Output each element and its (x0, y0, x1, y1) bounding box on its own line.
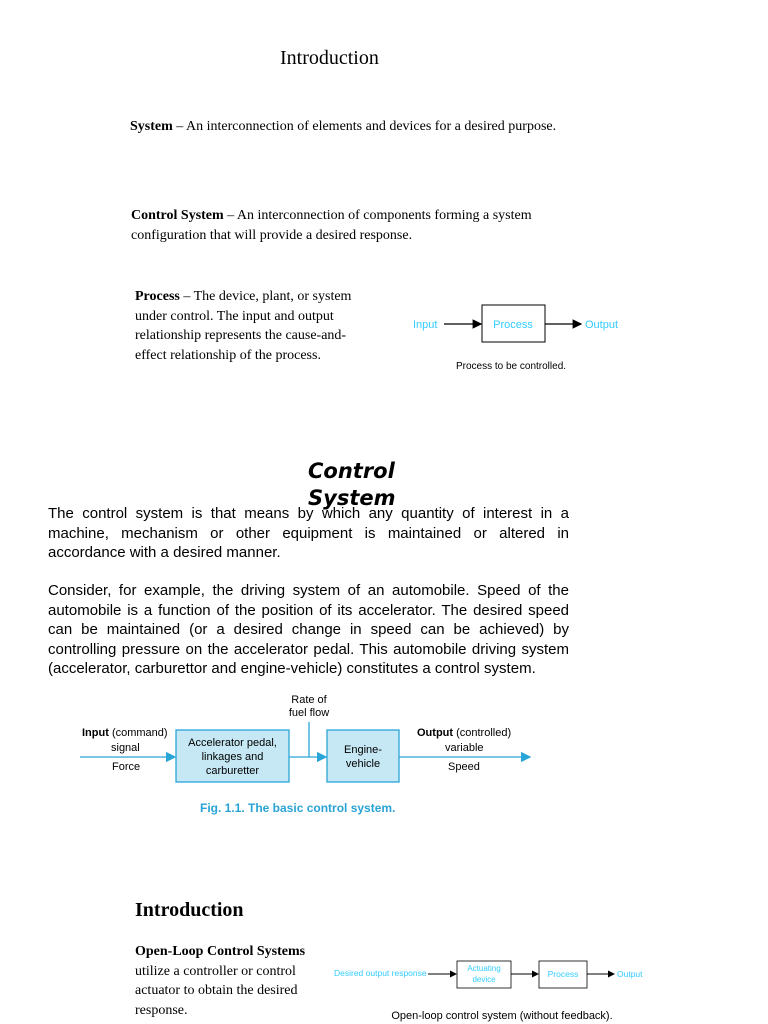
actuating-label-line2: device (472, 975, 496, 984)
section-title-introduction: Introduction (135, 899, 244, 921)
open-loop-line2: actuator to obtain the desired (135, 983, 298, 998)
input-signal-label: signal (111, 742, 140, 754)
process-caption: Process to be controlled. (455, 361, 567, 372)
actuating-label-line1: Actuating (467, 964, 501, 973)
page-title: Introduction (280, 47, 379, 69)
control-system-term: Control System (131, 208, 224, 223)
process-diagram (405, 295, 645, 380)
control-system-definition (131, 206, 631, 246)
output-variable-label: variable (445, 742, 484, 754)
control-system-text-line2: configuration that will provide a desired response. (131, 228, 413, 243)
accelerator-block-label: Accelerator pedal, linkages and carburetter (188, 737, 277, 777)
open-loop-output-label: Output (617, 969, 643, 979)
control-system-text-line1: – An interconnection of components forming a system (223, 208, 532, 223)
speed-label: Speed (448, 761, 480, 773)
process-definition (135, 287, 405, 365)
rate-of-fuel-flow-label: Rate of fuel flow (288, 694, 330, 719)
open-loop-caption: Open-loop control system (without feedback). (391, 1010, 613, 1022)
process-output-label: Output (585, 319, 619, 331)
control-system-paragraph-1: The control system is that means by which any quantity of interest in a machine, mechanism or other equipment is maintained or altered in accordance with a desired manner. (48, 505, 569, 561)
control-system-heading: Control System (308, 459, 396, 510)
open-loop-term: Open-Loop Control Systems (135, 944, 306, 959)
desired-output-label: Desired output response (334, 968, 427, 978)
open-loop-line1: utilize a controller or control (135, 963, 296, 979)
fig-caption: Fig. 1.1. The basic control system. (200, 801, 396, 815)
basic-control-diagram (75, 690, 545, 820)
engine-vehicle-label: Engine- vehicle (344, 744, 382, 770)
process-text-line1: – The device, plant, or system (179, 289, 352, 304)
input-command-label: Input (command) (82, 727, 168, 739)
system-term: System (130, 119, 173, 134)
process-text-line2: under control. The input and output (135, 308, 334, 324)
process-text-line3: relationship represents the cause-and- (135, 328, 347, 343)
open-loop-definition (135, 942, 345, 1020)
open-loop-process-label: Process (547, 969, 579, 979)
open-loop-diagram (330, 955, 660, 1024)
control-system-paragraph-2: Consider, for example, the driving system of an automobile. Speed of the automobile is a function of the position of its accelerator. The desired speed can be maintained (or a desired change in speed can be achieved) by controlling pressure on the accelerator pedal. This automobile driving system (accelerator, carburettor and engine-vehicle) constitutes a control system. (48, 582, 569, 677)
system-text: – An interconnection of elements and devices for a desired purpose. (172, 119, 557, 134)
open-loop-line3: response. (135, 1002, 188, 1018)
process-text-line4: effect relationship of the process. (135, 347, 321, 363)
process-box-label: Process (493, 319, 533, 331)
force-label: Force (112, 761, 141, 773)
system-definition (130, 117, 650, 137)
process-input-label: Input (413, 319, 438, 331)
process-term: Process (135, 289, 180, 304)
output-controlled-label: Output (controlled) (417, 727, 512, 739)
